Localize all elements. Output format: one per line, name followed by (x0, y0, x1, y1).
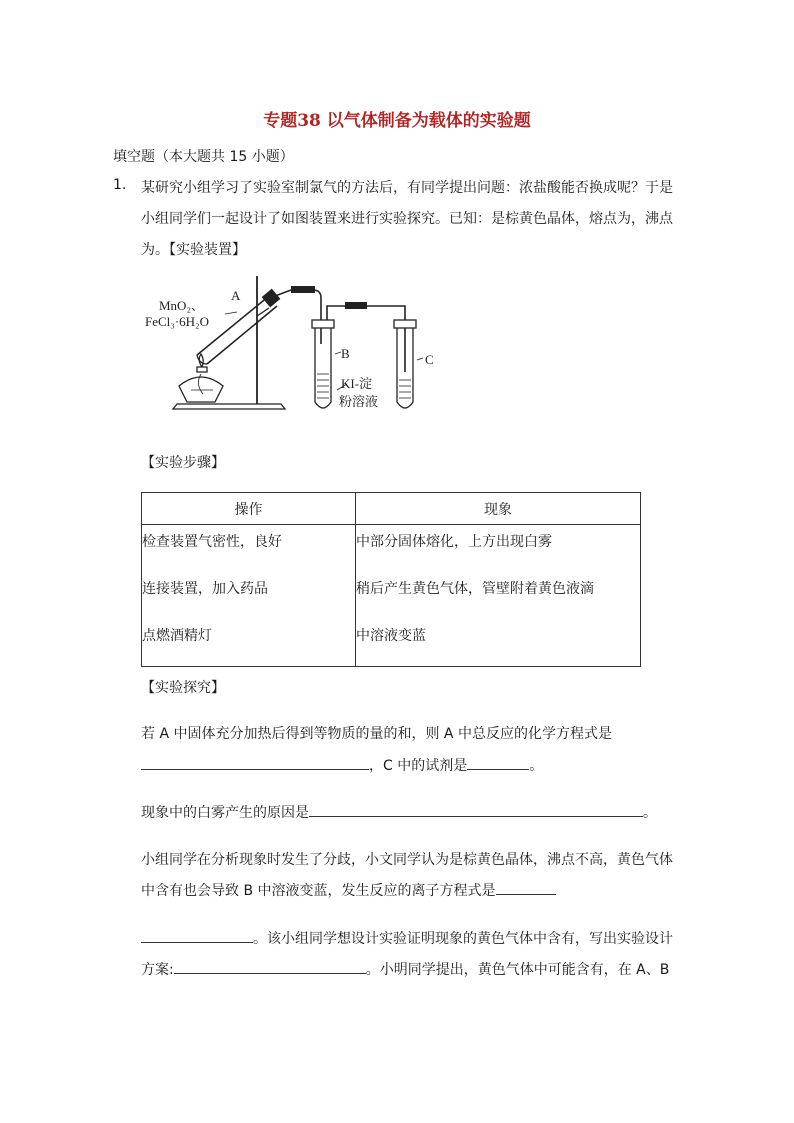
explore-p1-line1: 若 A 中固体充分加热后得到等物质的量的和，则 A 中总反应的化学方程式是 (141, 726, 612, 742)
answer-blank-white-fog[interactable] (309, 802, 643, 817)
explore-p3-line4-end: 。小明同学提出，黄色气体中可能含有，在 A、B (365, 962, 670, 978)
explore-p3-line3-text: 。该小组同学想设计实验证明现象的黄色气体中含有，写出实验设计 (253, 931, 673, 947)
steps-heading: 【实验步骤】 (141, 455, 225, 471)
label-a: A (231, 288, 241, 303)
explore-p2-start: 现象中的白雾产生的原因是 (141, 805, 309, 821)
explore-p1-mid: ，C 中的试剂是 (369, 758, 468, 774)
steps-table (141, 492, 641, 667)
table-header-phenomenon: 现象 (356, 493, 641, 525)
solution-label-2: 粉溶液 (339, 394, 379, 409)
question-line-2: 小组同学们一起设计了如图装置来进行实验探究。已知：是棕黄色晶体，熔点为，沸点 (141, 211, 673, 227)
explore-p1-line2 (141, 755, 543, 775)
answer-blank-equation[interactable] (141, 755, 369, 770)
explore-p3-line2 (141, 880, 556, 900)
answer-blank-reagent[interactable] (467, 755, 529, 770)
label-b: B (341, 346, 350, 361)
base-plate (173, 404, 285, 409)
alcohol-lamp (179, 377, 223, 402)
answer-blank-experiment-design[interactable] (174, 959, 366, 974)
answer-blank-ionic-equation-cont[interactable] (141, 928, 253, 943)
phenomenon-3: 中溶液变蓝 (356, 628, 426, 644)
solution-label-1: KI-淀 (341, 376, 373, 391)
explore-p3-line2-text: 中含有也会导致 B 中溶液变蓝，发生反应的离子方程式是 (141, 883, 496, 899)
explore-p2-end: 。 (643, 805, 657, 821)
phenomenon-2: 稍后产生黄色气体，管壁附着黄色液滴 (356, 581, 594, 597)
reagent-label-2: FeCl₃·6H₂O (145, 314, 209, 329)
section-heading: 填空题（本大题共 15 小题） (113, 149, 294, 165)
reagent-label-1: MnO₂、 (159, 298, 204, 313)
phenomena-cell (356, 525, 641, 667)
explore-p1-end: 。 (529, 758, 544, 774)
question-line-3: 为。【实验装置】 (141, 242, 246, 258)
explore-p3-line1: 小组同学在分析现象时发生了分歧，小文同学认为是棕黄色晶体，沸点不高，黄色气体 (141, 852, 673, 868)
page-title: 专题38 以气体制备为载体的实验题 (263, 111, 531, 131)
explore-heading: 【实验探究】 (141, 680, 225, 696)
operations-cell (142, 525, 356, 667)
explore-p3-line4-start: 方案: (141, 962, 174, 978)
operation-2: 连接装置，加入药品 (142, 581, 268, 597)
answer-blank-ionic-equation[interactable] (496, 880, 556, 895)
explore-p3-line4 (141, 959, 669, 979)
explore-p3-line3 (141, 928, 673, 948)
operation-3: 点燃酒精灯 (142, 628, 212, 644)
explore-p2 (141, 802, 657, 822)
question-number: 1. (113, 177, 127, 193)
question-line-1: 某研究小组学习了实验室制氯气的方法后，有同学提出问题：浓盐酸能否换成呢？于是 (141, 180, 673, 196)
label-c: C (425, 352, 434, 367)
table-header-operation: 操作 (142, 493, 356, 525)
phenomenon-1: 中部分固体熔化，上方出现白雾 (356, 534, 552, 550)
apparatus-diagram (141, 272, 451, 417)
operation-1: 检查装置气密性，良好 (142, 534, 282, 550)
